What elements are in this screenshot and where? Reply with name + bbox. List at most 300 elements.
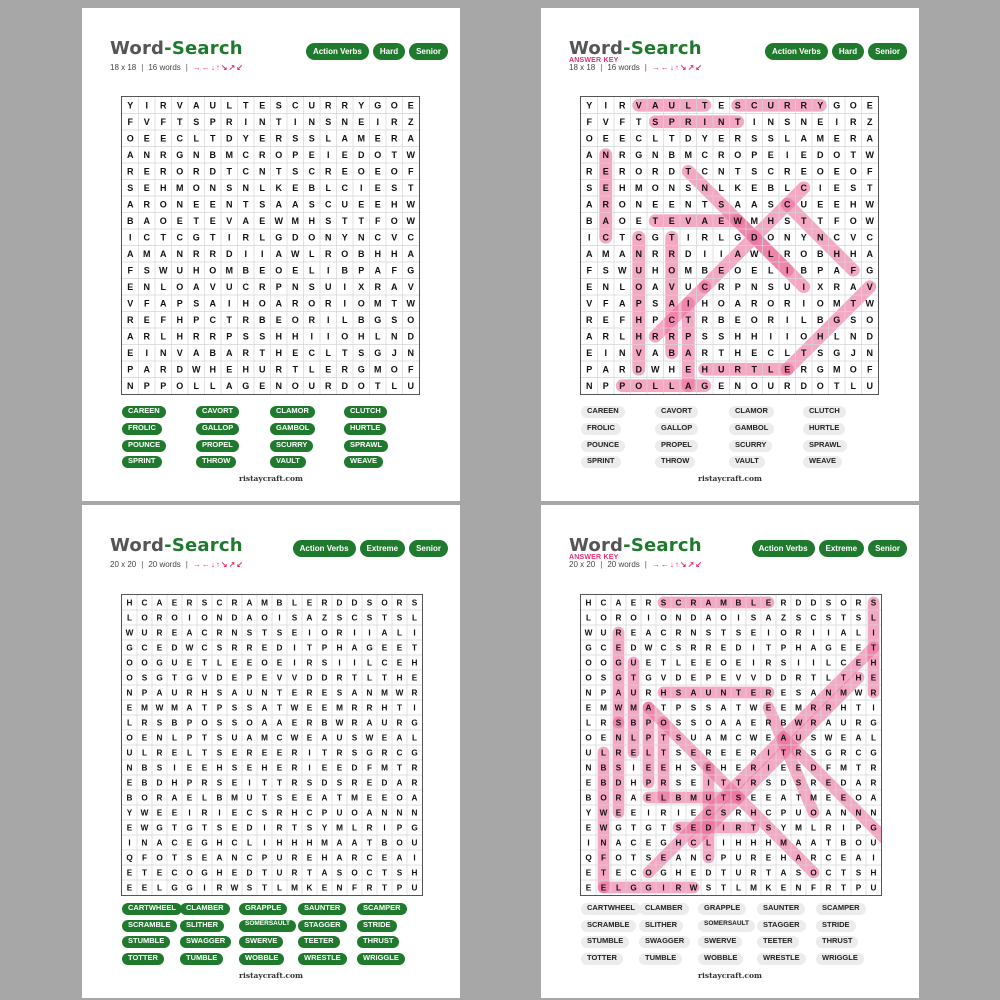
grid-letter[interactable]: C [141,598,148,608]
grid-letter[interactable]: N [259,116,266,127]
grid-letter[interactable]: E [800,166,807,177]
grid-letter[interactable]: O [585,133,593,144]
grid-letter[interactable]: T [411,643,418,653]
grid-letter[interactable]: T [375,380,381,391]
grid-letter[interactable]: T [342,215,348,226]
grid-letter[interactable]: L [585,613,592,623]
grid-letter[interactable]: G [630,883,637,893]
grid-letter[interactable]: J [850,347,856,358]
grid-letter[interactable]: V [660,673,667,683]
grid-letter[interactable]: T [306,868,313,878]
grid-letter[interactable]: S [600,673,607,683]
grid-letter[interactable]: D [321,778,328,788]
grid-letter[interactable]: R [619,100,626,111]
grid-letter[interactable]: I [248,778,251,788]
grid-letter[interactable]: I [308,763,311,773]
grid-letter[interactable]: D [780,673,787,683]
grid-letter[interactable]: J [391,347,397,358]
grid-letter[interactable]: H [675,763,682,773]
grid-letter[interactable]: R [833,281,840,292]
grid-letter[interactable]: Y [242,133,249,144]
grid-letter[interactable]: U [276,853,283,863]
grid-letter[interactable]: I [686,232,690,243]
grid-letter[interactable]: I [647,808,650,818]
grid-letter[interactable]: I [326,265,330,276]
grid-letter[interactable]: N [850,331,857,342]
grid-letter[interactable]: D [156,778,163,788]
grid-letter[interactable]: A [855,853,862,863]
grid-letter[interactable]: C [833,232,840,243]
grid-letter[interactable]: E [780,688,787,698]
grid-letter[interactable]: A [705,613,712,623]
grid-letter[interactable]: D [735,643,742,653]
grid-letter[interactable]: O [720,658,727,668]
grid-letter[interactable]: U [126,748,133,758]
grid-letter[interactable]: T [276,778,283,788]
grid-letter[interactable]: C [810,613,817,623]
grid-letter[interactable]: W [140,823,149,833]
grid-letter[interactable]: H [750,838,757,848]
grid-letter[interactable]: S [216,643,223,653]
grid-letter[interactable]: U [407,380,414,391]
grid-letter[interactable]: E [586,347,593,358]
grid-letter[interactable]: F [127,116,133,127]
grid-letter[interactable]: A [351,838,358,848]
grid-letter[interactable]: N [817,232,824,243]
grid-letter[interactable]: H [870,868,877,878]
grid-letter[interactable]: V [176,347,183,358]
grid-letter[interactable]: W [584,628,593,638]
grid-letter[interactable]: D [690,613,697,623]
grid-letter[interactable]: I [785,149,789,160]
grid-letter[interactable]: F [391,265,397,276]
grid-letter[interactable]: W [651,364,660,375]
grid-letter[interactable]: A [381,628,388,638]
grid-letter[interactable]: S [216,823,223,833]
grid-letter[interactable]: H [734,331,741,342]
grid-letter[interactable]: E [156,808,163,818]
grid-letter[interactable]: A [800,133,807,144]
grid-letter[interactable]: I [785,265,789,276]
grid-letter[interactable]: E [750,793,757,803]
grid-letter[interactable]: G [870,748,877,758]
grid-letter[interactable]: H [795,643,802,653]
grid-letter[interactable]: G [126,643,133,653]
grid-letter[interactable]: H [391,199,398,210]
grid-letter[interactable]: G [660,868,667,878]
grid-letter[interactable]: I [413,853,416,863]
grid-letter[interactable]: E [246,658,253,668]
grid-letter[interactable]: G [374,100,382,111]
grid-letter[interactable]: E [381,643,388,653]
grid-letter[interactable]: E [261,643,268,653]
grid-letter[interactable]: F [586,265,592,276]
grid-letter[interactable]: Z [780,613,787,623]
grid-letter[interactable]: A [321,793,328,803]
grid-letter[interactable]: P [261,853,268,863]
grid-letter[interactable]: D [171,643,178,653]
grid-letter[interactable]: R [615,748,622,758]
grid-letter[interactable]: E [381,733,388,743]
grid-letter[interactable]: G [825,643,832,653]
grid-letter[interactable]: R [705,748,712,758]
grid-letter[interactable]: T [735,778,742,788]
grid-letter[interactable]: A [321,868,328,878]
grid-letter[interactable]: L [156,883,163,893]
grid-letter[interactable]: P [602,380,609,391]
grid-letter[interactable]: V [602,116,609,127]
grid-letter[interactable]: I [338,658,341,668]
grid-letter[interactable]: R [602,331,609,342]
grid-letter[interactable]: T [718,347,724,358]
grid-letter[interactable]: T [381,613,388,623]
grid-letter[interactable]: H [242,364,249,375]
grid-letter[interactable]: F [127,265,133,276]
grid-letter[interactable]: L [718,182,724,193]
grid-letter[interactable]: W [290,733,299,743]
grid-letter[interactable]: S [718,199,725,210]
grid-letter[interactable]: O [800,331,808,342]
grid-letter[interactable]: E [156,643,163,653]
grid-letter[interactable]: L [600,748,607,758]
grid-letter[interactable]: U [690,733,697,743]
grid-letter[interactable]: U [259,364,266,375]
grid-letter[interactable]: B [341,265,348,276]
grid-letter[interactable]: H [411,658,418,668]
grid-letter[interactable]: C [765,808,772,818]
grid-letter[interactable]: S [652,116,659,127]
grid-letter[interactable]: E [840,853,847,863]
grid-letter[interactable]: L [630,733,637,743]
grid-letter[interactable]: N [341,116,348,127]
grid-letter[interactable]: L [259,182,265,193]
grid-letter[interactable]: L [675,658,682,668]
grid-letter[interactable]: G [660,838,667,848]
grid-letter[interactable]: L [366,673,373,683]
grid-letter[interactable]: R [795,748,802,758]
grid-letter[interactable]: H [619,182,626,193]
grid-letter[interactable]: E [615,643,622,653]
grid-letter[interactable]: B [600,763,607,773]
grid-letter[interactable]: E [171,808,178,818]
grid-letter[interactable]: E [734,314,741,325]
grid-letter[interactable]: T [735,116,741,127]
grid-letter[interactable]: A [246,598,253,608]
grid-letter[interactable]: H [261,763,268,773]
grid-letter[interactable]: E [586,281,593,292]
grid-letter[interactable]: R [381,748,388,758]
grid-letter[interactable]: O [600,613,607,623]
grid-letter[interactable]: N [358,232,365,243]
grid-letter[interactable]: I [587,232,591,243]
grid-letter[interactable]: T [408,182,414,193]
grid-letter[interactable]: R [156,613,163,623]
grid-letter[interactable]: F [160,314,166,325]
grid-letter[interactable]: E [817,116,824,127]
grid-letter[interactable]: S [231,718,238,728]
grid-letter[interactable]: A [127,248,134,259]
grid-letter[interactable]: L [325,347,331,358]
grid-letter[interactable]: E [292,265,299,276]
grid-letter[interactable]: T [261,883,268,893]
grid-letter[interactable]: V [291,673,298,683]
grid-letter[interactable]: S [675,718,682,728]
grid-letter[interactable]: H [216,868,223,878]
grid-letter[interactable]: A [701,215,708,226]
grid-letter[interactable]: A [810,688,817,698]
grid-letter[interactable]: I [353,658,356,668]
grid-letter[interactable]: T [210,133,216,144]
grid-letter[interactable]: U [325,281,332,292]
grid-letter[interactable]: D [866,331,873,342]
grid-letter[interactable]: E [585,778,592,788]
grid-letter[interactable]: L [366,658,373,668]
grid-letter[interactable]: U [246,688,253,698]
grid-letter[interactable]: C [366,853,373,863]
grid-letter[interactable]: N [652,149,659,160]
grid-letter[interactable]: E [186,763,193,773]
grid-letter[interactable]: O [201,718,208,728]
grid-letter[interactable]: D [209,166,216,177]
grid-letter[interactable]: D [341,380,348,391]
grid-letter[interactable]: I [326,314,330,325]
grid-letter[interactable]: P [720,853,727,863]
grid-letter[interactable]: E [630,748,637,758]
grid-letter[interactable]: E [833,133,840,144]
grid-letter[interactable]: N [615,733,622,743]
grid-letter[interactable]: I [835,116,839,127]
grid-letter[interactable]: T [321,748,328,758]
grid-letter[interactable]: P [321,808,328,818]
grid-letter[interactable]: N [701,182,708,193]
grid-letter[interactable]: D [800,380,807,391]
grid-letter[interactable]: T [261,628,268,638]
grid-letter[interactable]: A [143,215,150,226]
grid-letter[interactable]: E [186,793,193,803]
grid-letter[interactable]: N [143,281,150,292]
grid-letter[interactable]: E [718,265,725,276]
grid-letter[interactable]: U [176,265,183,276]
grid-letter[interactable]: G [407,265,415,276]
grid-letter[interactable]: G [585,643,592,653]
grid-letter[interactable]: H [358,331,365,342]
grid-letter[interactable]: O [734,149,742,160]
grid-letter[interactable]: A [734,199,741,210]
grid-letter[interactable]: O [390,364,398,375]
grid-letter[interactable]: A [306,613,313,623]
grid-letter[interactable]: A [810,838,817,848]
grid-letter[interactable]: S [675,823,682,833]
grid-letter[interactable]: O [635,281,643,292]
grid-letter[interactable]: T [171,673,178,683]
grid-letter[interactable]: E [870,673,877,683]
grid-letter[interactable]: P [600,688,607,698]
grid-letter[interactable]: H [850,199,857,210]
grid-letter[interactable]: H [391,248,398,259]
grid-letter[interactable]: T [201,658,208,668]
grid-letter[interactable]: T [840,883,847,893]
grid-letter[interactable]: E [259,100,266,111]
grid-letter[interactable]: H [870,658,877,668]
grid-letter[interactable]: C [143,232,150,243]
grid-letter[interactable]: R [825,883,832,893]
grid-letter[interactable]: N [275,380,282,391]
grid-letter[interactable]: W [274,215,283,226]
grid-letter[interactable]: A [810,643,817,653]
grid-letter[interactable]: O [585,733,592,743]
grid-letter[interactable]: C [276,733,283,743]
grid-letter[interactable]: T [735,688,742,698]
grid-letter[interactable]: C [246,808,253,818]
grid-letter[interactable]: I [677,808,680,818]
grid-letter[interactable]: B [209,149,216,160]
grid-letter[interactable]: D [351,763,358,773]
grid-letter[interactable]: R [810,853,817,863]
grid-letter[interactable]: P [186,778,193,788]
grid-letter[interactable]: N [231,628,238,638]
grid-letter[interactable]: A [292,199,299,210]
grid-letter[interactable]: N [242,182,249,193]
grid-letter[interactable]: E [668,199,675,210]
grid-letter[interactable]: M [690,793,697,803]
grid-letter[interactable]: R [336,748,343,758]
grid-letter[interactable]: U [246,793,253,803]
grid-letter[interactable]: O [141,613,148,623]
grid-letter[interactable]: P [275,281,282,292]
grid-letter[interactable]: E [765,853,772,863]
grid-letter[interactable]: V [635,100,642,111]
grid-letter[interactable]: R [292,298,299,309]
grid-letter[interactable]: Q [585,853,592,863]
grid-letter[interactable]: T [619,232,625,243]
grid-letter[interactable]: E [381,853,388,863]
grid-letter[interactable]: M [225,265,233,276]
grid-letter[interactable]: N [690,853,697,863]
grid-letter[interactable]: N [176,199,183,210]
grid-letter[interactable]: A [351,643,358,653]
grid-letter[interactable]: V [176,100,183,111]
grid-letter[interactable]: T [226,314,232,325]
grid-letter[interactable]: E [306,598,313,608]
grid-letter[interactable]: H [381,703,388,713]
grid-letter[interactable]: P [855,883,862,893]
grid-letter[interactable]: R [619,364,626,375]
grid-letter[interactable]: R [336,628,343,638]
grid-letter[interactable]: A [855,733,862,743]
grid-letter[interactable]: L [652,133,658,144]
grid-letter[interactable]: E [127,347,134,358]
grid-letter[interactable]: L [645,748,652,758]
grid-letter[interactable]: R [840,748,847,758]
grid-letter[interactable]: T [193,215,199,226]
grid-letter[interactable]: R [652,166,659,177]
grid-letter[interactable]: A [186,703,193,713]
grid-letter[interactable]: R [308,314,315,325]
grid-letter[interactable]: L [171,733,178,743]
grid-letter[interactable]: M [750,883,757,893]
grid-letter[interactable]: O [159,199,167,210]
grid-letter[interactable]: C [690,838,697,848]
grid-letter[interactable]: L [141,748,148,758]
grid-letter[interactable]: O [407,314,415,325]
grid-letter[interactable]: A [411,793,418,803]
grid-letter[interactable]: M [833,298,841,309]
grid-letter[interactable]: E [306,733,313,743]
grid-letter[interactable]: H [201,688,208,698]
grid-letter[interactable]: H [291,808,298,818]
grid-letter[interactable]: S [615,763,622,773]
grid-letter[interactable]: R [156,748,163,758]
grid-letter[interactable]: I [293,658,296,668]
grid-letter[interactable]: T [810,673,817,683]
grid-letter[interactable]: E [718,215,725,226]
grid-letter[interactable]: P [216,703,223,713]
grid-letter[interactable]: S [701,331,708,342]
grid-letter[interactable]: W [614,703,623,713]
grid-letter[interactable]: A [602,364,609,375]
grid-letter[interactable]: E [602,166,609,177]
grid-letter[interactable]: I [827,628,830,638]
grid-letter[interactable]: O [390,215,398,226]
grid-letter[interactable]: C [242,281,249,292]
grid-letter[interactable]: A [261,718,268,728]
grid-letter[interactable]: T [702,100,708,111]
grid-letter[interactable]: T [306,643,313,653]
grid-letter[interactable]: R [765,658,772,668]
grid-letter[interactable]: O [126,733,133,743]
grid-letter[interactable]: R [645,598,652,608]
grid-letter[interactable]: S [602,265,609,276]
grid-letter[interactable]: H [411,868,418,878]
grid-letter[interactable]: M [840,688,847,698]
grid-letter[interactable]: M [720,598,727,608]
grid-letter[interactable]: E [645,763,652,773]
grid-letter[interactable]: E [321,883,328,893]
grid-letter[interactable]: F [586,116,592,127]
grid-letter[interactable]: M [357,133,365,144]
grid-letter[interactable]: B [600,778,607,788]
grid-letter[interactable]: S [358,347,365,358]
grid-letter[interactable]: E [795,763,802,773]
grid-letter[interactable]: O [651,182,659,193]
grid-letter[interactable]: N [585,688,592,698]
grid-letter[interactable]: H [276,838,283,848]
grid-letter[interactable]: R [855,718,862,728]
grid-letter[interactable]: H [291,838,298,848]
grid-letter[interactable]: G [275,232,283,243]
grid-letter[interactable]: E [259,215,266,226]
grid-letter[interactable]: H [701,364,708,375]
grid-letter[interactable]: A [720,718,727,728]
grid-letter[interactable]: O [261,613,268,623]
grid-letter[interactable]: P [321,643,328,653]
grid-letter[interactable]: I [802,298,806,309]
grid-letter[interactable]: O [585,658,592,668]
grid-letter[interactable]: R [275,133,282,144]
grid-letter[interactable]: E [630,598,637,608]
grid-letter[interactable]: R [652,331,659,342]
grid-letter[interactable]: R [765,688,772,698]
grid-letter[interactable]: S [366,613,373,623]
grid-letter[interactable]: E [585,703,592,713]
grid-letter[interactable]: D [675,673,682,683]
grid-letter[interactable]: E [341,149,348,160]
grid-letter[interactable]: T [396,703,403,713]
grid-letter[interactable]: U [705,793,712,803]
grid-letter[interactable]: W [689,883,698,893]
grid-letter[interactable]: R [351,718,358,728]
grid-letter[interactable]: O [261,658,268,668]
